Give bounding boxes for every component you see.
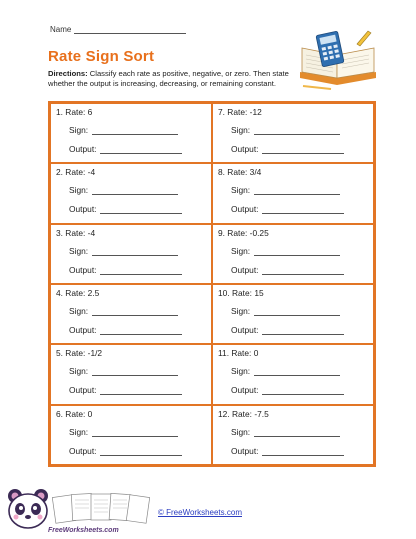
rate-label: 8. Rate: 3/4: [218, 167, 262, 178]
output-answer-line[interactable]: [262, 266, 344, 275]
problem-cell-12: [212, 405, 374, 465]
problem-cell-11: [212, 344, 374, 404]
brand-logo-text: FreeWorksheets.com: [48, 527, 119, 534]
rate-label: 2. Rate: -4: [56, 167, 96, 178]
sign-answer-line[interactable]: [254, 247, 340, 256]
rate-label: 1. Rate: 6: [56, 107, 93, 117]
problem-cell-2: [50, 163, 212, 223]
output-label: Output:: [231, 445, 259, 456]
output-label: Output:: [231, 385, 259, 396]
rate-label: 3. Rate: -4: [56, 227, 96, 238]
output-answer-line[interactable]: [100, 205, 182, 214]
sign-label: Sign:: [231, 366, 251, 377]
output-label: Output:: [69, 324, 97, 335]
problem-cell-10: [212, 284, 374, 344]
sign-label: Sign:: [69, 366, 89, 377]
sign-label: Sign:: [231, 426, 251, 437]
name-line[interactable]: [74, 25, 186, 34]
copyright-link[interactable]: © FreeWorksheets.com: [158, 508, 242, 517]
sign-answer-line[interactable]: [254, 126, 340, 135]
output-answer-line[interactable]: [262, 145, 344, 154]
output-label: Output:: [231, 204, 259, 215]
output-answer-line[interactable]: [262, 386, 344, 395]
output-label: Output:: [231, 324, 259, 335]
directions: [48, 69, 308, 88]
problem-cell-3: [50, 224, 212, 284]
problem-cell-4: [50, 284, 212, 344]
name-label: Name: [50, 25, 72, 34]
output-label: Output:: [231, 144, 259, 154]
sign-label: Sign:: [231, 125, 251, 135]
sign-answer-line[interactable]: [92, 367, 178, 376]
worksheets-stack-icon: [52, 492, 150, 524]
rate-label: 4. Rate: 2.5: [56, 287, 100, 298]
sign-answer-line[interactable]: [254, 367, 340, 376]
sign-answer-line[interactable]: [92, 307, 178, 316]
sign-answer-line[interactable]: [254, 186, 340, 195]
output-answer-line[interactable]: [100, 266, 182, 275]
problem-cell-8: [212, 163, 374, 223]
book-calculator-icon: [297, 28, 379, 90]
sign-label: Sign:: [69, 305, 89, 316]
directions-label: Directions:: [48, 69, 88, 78]
output-label: Output:: [69, 264, 97, 275]
page-title: Rate Sign Sort: [48, 48, 155, 65]
rate-label: 10. Rate: 15: [218, 287, 264, 298]
output-label: Output:: [231, 264, 259, 275]
name-field[interactable]: [50, 25, 186, 34]
rate-label: 5. Rate: -1/2: [56, 348, 103, 359]
rate-label: 7. Rate: -12: [218, 107, 262, 117]
sign-answer-line[interactable]: [254, 428, 340, 437]
problem-cell-9: [212, 224, 374, 284]
problem-cell-6: [50, 405, 212, 465]
rate-label: 11. Rate: 0: [218, 348, 259, 359]
output-label: Output:: [69, 144, 97, 154]
output-label: Output:: [69, 385, 97, 396]
output-answer-line[interactable]: [262, 326, 344, 335]
sign-label: Sign:: [69, 185, 89, 196]
sign-label: Sign:: [69, 245, 89, 256]
panda-icon: [4, 486, 52, 534]
sign-answer-line[interactable]: [92, 428, 178, 437]
output-label: Output:: [69, 204, 97, 215]
sign-answer-line[interactable]: [92, 247, 178, 256]
rate-label: 12. Rate: -7.5: [218, 408, 269, 419]
sign-label: Sign:: [69, 125, 89, 135]
problem-cell-5: [50, 344, 212, 404]
rate-label: 9. Rate: -0.25: [218, 227, 269, 238]
output-answer-line[interactable]: [262, 205, 344, 214]
output-answer-line[interactable]: [100, 447, 182, 456]
problem-grid: [48, 101, 376, 467]
sign-answer-line[interactable]: [92, 126, 178, 135]
output-answer-line[interactable]: [100, 386, 182, 395]
sign-label: Sign:: [231, 245, 251, 256]
output-answer-line[interactable]: [262, 447, 344, 456]
sign-label: Sign:: [69, 426, 89, 437]
sign-label: Sign:: [231, 305, 251, 316]
problem-cell-1: [50, 103, 212, 163]
sign-label: Sign:: [231, 185, 251, 196]
output-answer-line[interactable]: [100, 145, 182, 154]
sign-answer-line[interactable]: [254, 307, 340, 316]
directions-text: Classify each rate as positive, negative, or zero. Then state whether the output is increasing, decreasing, or remaining constant.: [48, 69, 289, 88]
problem-cell-7: [212, 103, 374, 163]
rate-label: 6. Rate: 0: [56, 408, 93, 419]
output-answer-line[interactable]: [100, 326, 182, 335]
output-label: Output:: [69, 445, 97, 456]
sign-answer-line[interactable]: [92, 186, 178, 195]
